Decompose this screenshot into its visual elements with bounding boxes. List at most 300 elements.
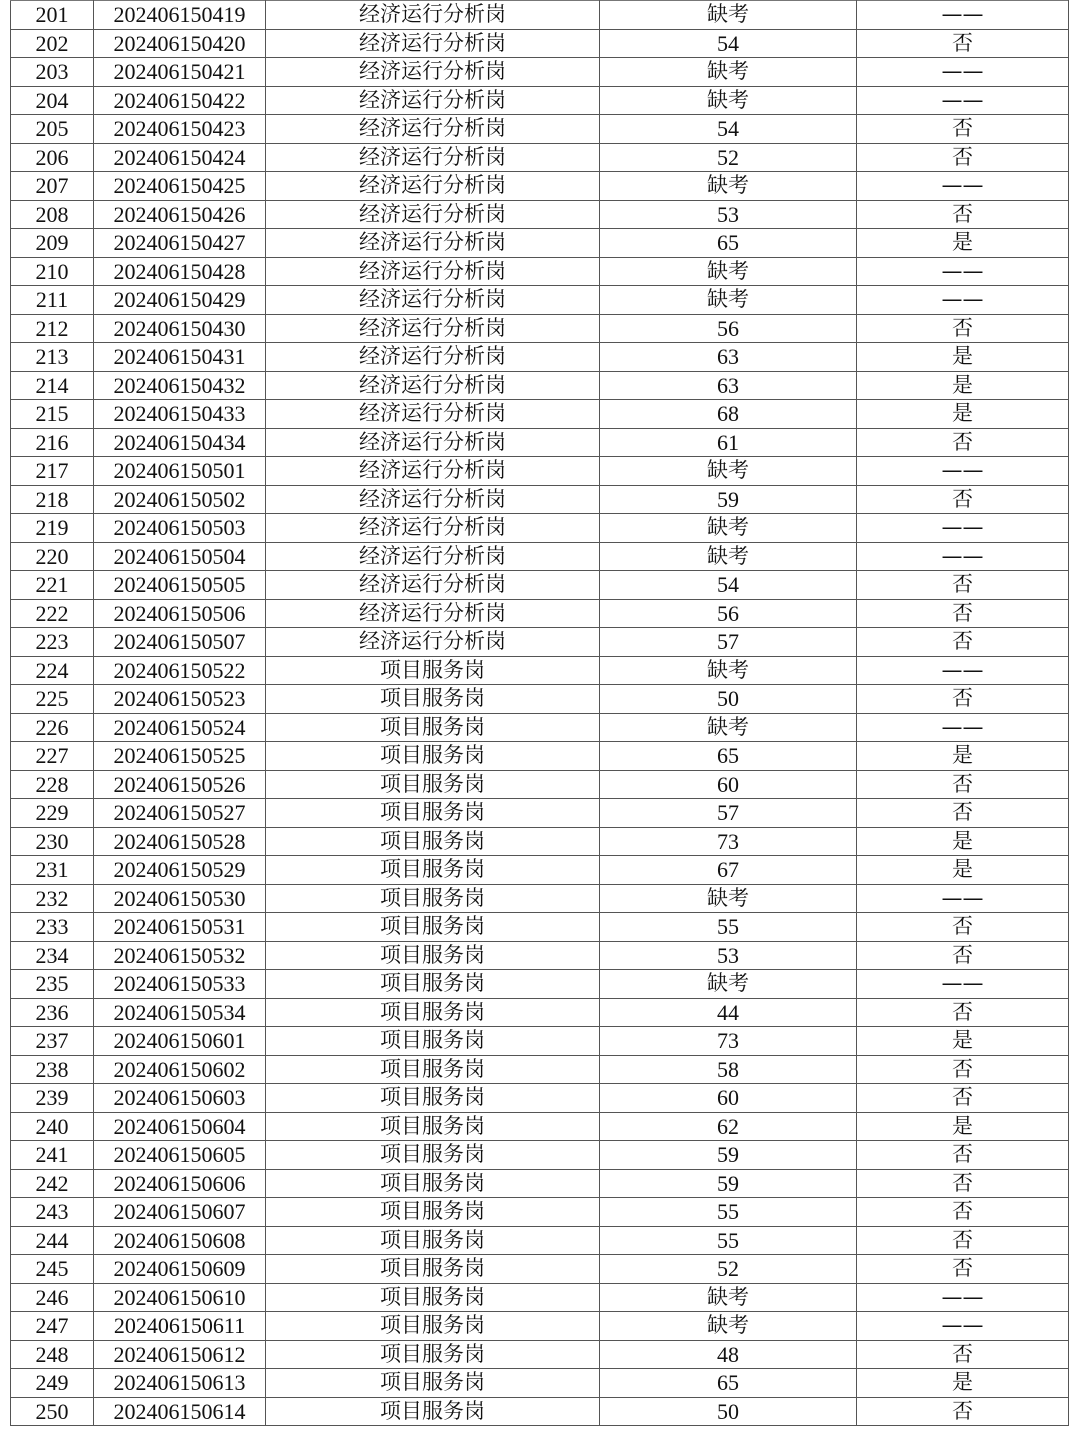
pass-flag-cell: 否 [857, 115, 1069, 144]
seq-cell: 232 [11, 884, 94, 913]
candidate-id-cell: 202406150612 [94, 1340, 266, 1369]
post-cell: 项目服务岗 [266, 884, 600, 913]
table-row [11, 970, 1069, 999]
pass-flag-cell: 是 [857, 229, 1069, 258]
pass-flag-cell: —— [857, 172, 1069, 201]
table-row [11, 86, 1069, 115]
table-row [11, 856, 1069, 885]
score-cell: 67 [600, 856, 857, 885]
score-cell: 54 [600, 29, 857, 58]
seq-cell: 206 [11, 143, 94, 172]
seq-cell: 213 [11, 343, 94, 372]
candidate-id-cell: 202406150503 [94, 514, 266, 543]
post-cell: 项目服务岗 [266, 742, 600, 771]
score-cell: 58 [600, 1055, 857, 1084]
table-row [11, 485, 1069, 514]
table-row [11, 58, 1069, 87]
seq-cell: 238 [11, 1055, 94, 1084]
pass-flag-cell: —— [857, 514, 1069, 543]
pass-flag-cell: 否 [857, 1141, 1069, 1170]
table-row [11, 172, 1069, 201]
candidate-id-cell: 202406150614 [94, 1397, 266, 1426]
post-cell: 项目服务岗 [266, 1255, 600, 1284]
candidate-id-cell: 202406150428 [94, 257, 266, 286]
seq-cell: 230 [11, 827, 94, 856]
post-cell: 经济运行分析岗 [266, 286, 600, 315]
pass-flag-cell: 是 [857, 1027, 1069, 1056]
candidate-id-cell: 202406150429 [94, 286, 266, 315]
candidate-id-cell: 202406150431 [94, 343, 266, 372]
seq-cell: 228 [11, 770, 94, 799]
candidate-id-cell: 202406150528 [94, 827, 266, 856]
candidate-id-cell: 202406150613 [94, 1369, 266, 1398]
seq-cell: 235 [11, 970, 94, 999]
score-cell: 65 [600, 742, 857, 771]
post-cell: 项目服务岗 [266, 1340, 600, 1369]
pass-flag-cell: —— [857, 884, 1069, 913]
score-cell: 缺考 [600, 58, 857, 87]
candidate-id-cell: 202406150525 [94, 742, 266, 771]
pass-flag-cell: —— [857, 656, 1069, 685]
pass-flag-cell: —— [857, 457, 1069, 486]
score-cell: 缺考 [600, 86, 857, 115]
seq-cell: 209 [11, 229, 94, 258]
seq-cell: 231 [11, 856, 94, 885]
candidate-id-cell: 202406150526 [94, 770, 266, 799]
seq-cell: 247 [11, 1312, 94, 1341]
pass-flag-cell: 否 [857, 1255, 1069, 1284]
score-cell: 60 [600, 770, 857, 799]
table-row [11, 200, 1069, 229]
table-row [11, 1141, 1069, 1170]
seq-cell: 234 [11, 941, 94, 970]
table-row [11, 29, 1069, 58]
post-cell: 经济运行分析岗 [266, 599, 600, 628]
pass-flag-cell: 否 [857, 599, 1069, 628]
post-cell: 项目服务岗 [266, 1397, 600, 1426]
candidate-id-cell: 202406150424 [94, 143, 266, 172]
candidate-id-cell: 202406150507 [94, 628, 266, 657]
candidate-id-cell: 202406150423 [94, 115, 266, 144]
candidate-id-cell: 202406150504 [94, 542, 266, 571]
table-row [11, 1055, 1069, 1084]
pass-flag-cell: 是 [857, 827, 1069, 856]
post-cell: 经济运行分析岗 [266, 229, 600, 258]
seq-cell: 216 [11, 428, 94, 457]
pass-flag-cell: —— [857, 713, 1069, 742]
pass-flag-cell: 否 [857, 571, 1069, 600]
post-cell: 经济运行分析岗 [266, 628, 600, 657]
pass-flag-cell: 是 [857, 343, 1069, 372]
seq-cell: 241 [11, 1141, 94, 1170]
table-row [11, 1084, 1069, 1113]
pass-flag-cell: 是 [857, 1112, 1069, 1141]
score-cell: 缺考 [600, 286, 857, 315]
table-row [11, 1, 1069, 30]
candidate-id-cell: 202406150421 [94, 58, 266, 87]
post-cell: 经济运行分析岗 [266, 58, 600, 87]
pass-flag-cell: 是 [857, 1369, 1069, 1398]
score-cell: 44 [600, 998, 857, 1027]
seq-cell: 226 [11, 713, 94, 742]
candidate-id-cell: 202406150606 [94, 1169, 266, 1198]
pass-flag-cell: —— [857, 257, 1069, 286]
table-row [11, 257, 1069, 286]
pass-flag-cell: —— [857, 286, 1069, 315]
pass-flag-cell: —— [857, 1, 1069, 30]
post-cell: 经济运行分析岗 [266, 314, 600, 343]
pass-flag-cell: 否 [857, 685, 1069, 714]
seq-cell: 237 [11, 1027, 94, 1056]
post-cell: 项目服务岗 [266, 656, 600, 685]
post-cell: 经济运行分析岗 [266, 86, 600, 115]
post-cell: 项目服务岗 [266, 913, 600, 942]
candidate-id-cell: 202406150602 [94, 1055, 266, 1084]
table-row [11, 656, 1069, 685]
score-cell: 52 [600, 143, 857, 172]
table-row [11, 685, 1069, 714]
table-row [11, 1169, 1069, 1198]
candidate-id-cell: 202406150534 [94, 998, 266, 1027]
seq-cell: 211 [11, 286, 94, 315]
table-row [11, 514, 1069, 543]
table-row [11, 1112, 1069, 1141]
table-row [11, 941, 1069, 970]
score-cell: 缺考 [600, 1, 857, 30]
table-row [11, 884, 1069, 913]
pass-flag-cell: 是 [857, 400, 1069, 429]
seq-cell: 215 [11, 400, 94, 429]
candidate-id-cell: 202406150425 [94, 172, 266, 201]
score-cell: 54 [600, 571, 857, 600]
seq-cell: 218 [11, 485, 94, 514]
pass-flag-cell: 是 [857, 856, 1069, 885]
post-cell: 项目服务岗 [266, 1027, 600, 1056]
post-cell: 项目服务岗 [266, 856, 600, 885]
post-cell: 项目服务岗 [266, 1141, 600, 1170]
post-cell: 项目服务岗 [266, 713, 600, 742]
pass-flag-cell: 否 [857, 799, 1069, 828]
seq-cell: 248 [11, 1340, 94, 1369]
seq-cell: 217 [11, 457, 94, 486]
score-cell: 59 [600, 1169, 857, 1198]
seq-cell: 223 [11, 628, 94, 657]
score-cell: 53 [600, 200, 857, 229]
candidate-id-cell: 202406150604 [94, 1112, 266, 1141]
seq-cell: 244 [11, 1226, 94, 1255]
table-row [11, 799, 1069, 828]
candidate-id-cell: 202406150422 [94, 86, 266, 115]
table-row [11, 713, 1069, 742]
candidate-id-cell: 202406150524 [94, 713, 266, 742]
score-cell: 50 [600, 1397, 857, 1426]
post-cell: 经济运行分析岗 [266, 172, 600, 201]
post-cell: 项目服务岗 [266, 1112, 600, 1141]
seq-cell: 229 [11, 799, 94, 828]
score-cell: 55 [600, 1226, 857, 1255]
post-cell: 经济运行分析岗 [266, 29, 600, 58]
post-cell: 经济运行分析岗 [266, 143, 600, 172]
table-row [11, 1312, 1069, 1341]
table-row [11, 742, 1069, 771]
seq-cell: 250 [11, 1397, 94, 1426]
post-cell: 项目服务岗 [266, 1369, 600, 1398]
post-cell: 项目服务岗 [266, 941, 600, 970]
table-row [11, 599, 1069, 628]
candidate-id-cell: 202406150532 [94, 941, 266, 970]
post-cell: 经济运行分析岗 [266, 371, 600, 400]
candidate-id-cell: 202406150501 [94, 457, 266, 486]
post-cell: 经济运行分析岗 [266, 428, 600, 457]
post-cell: 项目服务岗 [266, 1055, 600, 1084]
pass-flag-cell: 否 [857, 913, 1069, 942]
pass-flag-cell: 否 [857, 314, 1069, 343]
score-table-page [10, 0, 1068, 1426]
seq-cell: 203 [11, 58, 94, 87]
pass-flag-cell: 否 [857, 628, 1069, 657]
seq-cell: 212 [11, 314, 94, 343]
candidate-id-cell: 202406150506 [94, 599, 266, 628]
post-cell: 经济运行分析岗 [266, 343, 600, 372]
pass-flag-cell: 否 [857, 1340, 1069, 1369]
seq-cell: 225 [11, 685, 94, 714]
seq-cell: 239 [11, 1084, 94, 1113]
candidate-id-cell: 202406150529 [94, 856, 266, 885]
post-cell: 经济运行分析岗 [266, 542, 600, 571]
seq-cell: 233 [11, 913, 94, 942]
seq-cell: 245 [11, 1255, 94, 1284]
post-cell: 项目服务岗 [266, 1226, 600, 1255]
score-cell: 缺考 [600, 1283, 857, 1312]
pass-flag-cell: 否 [857, 941, 1069, 970]
candidate-id-cell: 202406150434 [94, 428, 266, 457]
pass-flag-cell: —— [857, 542, 1069, 571]
score-cell: 缺考 [600, 1312, 857, 1341]
table-row [11, 343, 1069, 372]
seq-cell: 204 [11, 86, 94, 115]
table-row [11, 542, 1069, 571]
post-cell: 项目服务岗 [266, 685, 600, 714]
table-row [11, 628, 1069, 657]
score-cell: 57 [600, 628, 857, 657]
score-cell: 62 [600, 1112, 857, 1141]
pass-flag-cell: 否 [857, 1397, 1069, 1426]
pass-flag-cell: 否 [857, 1198, 1069, 1227]
candidate-id-cell: 202406150533 [94, 970, 266, 999]
table-row [11, 314, 1069, 343]
table-row [11, 1027, 1069, 1056]
post-cell: 经济运行分析岗 [266, 115, 600, 144]
seq-cell: 219 [11, 514, 94, 543]
table-row [11, 1397, 1069, 1426]
pass-flag-cell: 否 [857, 1169, 1069, 1198]
post-cell: 项目服务岗 [266, 970, 600, 999]
seq-cell: 236 [11, 998, 94, 1027]
table-row [11, 1255, 1069, 1284]
post-cell: 经济运行分析岗 [266, 200, 600, 229]
pass-flag-cell: —— [857, 1312, 1069, 1341]
score-cell: 61 [600, 428, 857, 457]
score-cell: 48 [600, 1340, 857, 1369]
score-cell: 63 [600, 343, 857, 372]
table-row [11, 400, 1069, 429]
score-cell: 73 [600, 827, 857, 856]
post-cell: 经济运行分析岗 [266, 457, 600, 486]
table-row [11, 827, 1069, 856]
seq-cell: 242 [11, 1169, 94, 1198]
score-table-body [11, 1, 1069, 1426]
score-cell: 56 [600, 599, 857, 628]
pass-flag-cell: —— [857, 1283, 1069, 1312]
candidate-id-cell: 202406150609 [94, 1255, 266, 1284]
candidate-id-cell: 202406150523 [94, 685, 266, 714]
post-cell: 项目服务岗 [266, 1198, 600, 1227]
seq-cell: 205 [11, 115, 94, 144]
table-row [11, 143, 1069, 172]
score-cell: 55 [600, 1198, 857, 1227]
seq-cell: 246 [11, 1283, 94, 1312]
score-cell: 57 [600, 799, 857, 828]
candidate-id-cell: 202406150426 [94, 200, 266, 229]
candidate-id-cell: 202406150432 [94, 371, 266, 400]
post-cell: 经济运行分析岗 [266, 1, 600, 30]
score-cell: 59 [600, 485, 857, 514]
seq-cell: 220 [11, 542, 94, 571]
score-cell: 65 [600, 1369, 857, 1398]
pass-flag-cell: 是 [857, 742, 1069, 771]
post-cell: 经济运行分析岗 [266, 571, 600, 600]
seq-cell: 240 [11, 1112, 94, 1141]
pass-flag-cell: 否 [857, 770, 1069, 799]
score-cell: 73 [600, 1027, 857, 1056]
score-cell: 缺考 [600, 656, 857, 685]
score-cell: 缺考 [600, 257, 857, 286]
score-table [10, 0, 1069, 1426]
seq-cell: 210 [11, 257, 94, 286]
score-cell: 缺考 [600, 457, 857, 486]
score-cell: 缺考 [600, 713, 857, 742]
score-cell: 63 [600, 371, 857, 400]
candidate-id-cell: 202406150607 [94, 1198, 266, 1227]
score-cell: 缺考 [600, 970, 857, 999]
score-cell: 缺考 [600, 542, 857, 571]
candidate-id-cell: 202406150505 [94, 571, 266, 600]
table-row [11, 1340, 1069, 1369]
score-cell: 59 [600, 1141, 857, 1170]
post-cell: 项目服务岗 [266, 770, 600, 799]
score-cell: 65 [600, 229, 857, 258]
table-row [11, 286, 1069, 315]
candidate-id-cell: 202406150427 [94, 229, 266, 258]
candidate-id-cell: 202406150605 [94, 1141, 266, 1170]
table-row [11, 913, 1069, 942]
seq-cell: 222 [11, 599, 94, 628]
score-cell: 缺考 [600, 172, 857, 201]
candidate-id-cell: 202406150530 [94, 884, 266, 913]
pass-flag-cell: 否 [857, 143, 1069, 172]
score-cell: 缺考 [600, 884, 857, 913]
pass-flag-cell: 否 [857, 428, 1069, 457]
score-cell: 68 [600, 400, 857, 429]
seq-cell: 221 [11, 571, 94, 600]
post-cell: 项目服务岗 [266, 799, 600, 828]
candidate-id-cell: 202406150419 [94, 1, 266, 30]
table-row [11, 571, 1069, 600]
seq-cell: 249 [11, 1369, 94, 1398]
table-row [11, 229, 1069, 258]
candidate-id-cell: 202406150420 [94, 29, 266, 58]
seq-cell: 207 [11, 172, 94, 201]
table-row [11, 1369, 1069, 1398]
table-row [11, 457, 1069, 486]
post-cell: 项目服务岗 [266, 1169, 600, 1198]
candidate-id-cell: 202406150610 [94, 1283, 266, 1312]
table-row [11, 998, 1069, 1027]
pass-flag-cell: —— [857, 58, 1069, 87]
post-cell: 经济运行分析岗 [266, 514, 600, 543]
pass-flag-cell: 否 [857, 998, 1069, 1027]
candidate-id-cell: 202406150611 [94, 1312, 266, 1341]
score-cell: 52 [600, 1255, 857, 1284]
table-row [11, 770, 1069, 799]
seq-cell: 202 [11, 29, 94, 58]
post-cell: 项目服务岗 [266, 827, 600, 856]
score-cell: 56 [600, 314, 857, 343]
candidate-id-cell: 202406150522 [94, 656, 266, 685]
table-row [11, 1283, 1069, 1312]
table-row [11, 428, 1069, 457]
pass-flag-cell: 否 [857, 1226, 1069, 1255]
score-cell: 50 [600, 685, 857, 714]
candidate-id-cell: 202406150527 [94, 799, 266, 828]
candidate-id-cell: 202406150603 [94, 1084, 266, 1113]
post-cell: 经济运行分析岗 [266, 400, 600, 429]
score-cell: 54 [600, 115, 857, 144]
post-cell: 项目服务岗 [266, 1084, 600, 1113]
candidate-id-cell: 202406150430 [94, 314, 266, 343]
pass-flag-cell: —— [857, 86, 1069, 115]
candidate-id-cell: 202406150502 [94, 485, 266, 514]
candidate-id-cell: 202406150608 [94, 1226, 266, 1255]
seq-cell: 243 [11, 1198, 94, 1227]
score-cell: 53 [600, 941, 857, 970]
table-row [11, 115, 1069, 144]
seq-cell: 214 [11, 371, 94, 400]
score-cell: 60 [600, 1084, 857, 1113]
seq-cell: 208 [11, 200, 94, 229]
post-cell: 经济运行分析岗 [266, 257, 600, 286]
score-cell: 55 [600, 913, 857, 942]
table-row [11, 1198, 1069, 1227]
score-cell: 缺考 [600, 514, 857, 543]
pass-flag-cell: 否 [857, 1055, 1069, 1084]
seq-cell: 201 [11, 1, 94, 30]
pass-flag-cell: 是 [857, 371, 1069, 400]
candidate-id-cell: 202406150531 [94, 913, 266, 942]
candidate-id-cell: 202406150601 [94, 1027, 266, 1056]
post-cell: 项目服务岗 [266, 1283, 600, 1312]
pass-flag-cell: 否 [857, 200, 1069, 229]
post-cell: 项目服务岗 [266, 998, 600, 1027]
seq-cell: 224 [11, 656, 94, 685]
candidate-id-cell: 202406150433 [94, 400, 266, 429]
pass-flag-cell: —— [857, 970, 1069, 999]
seq-cell: 227 [11, 742, 94, 771]
table-row [11, 371, 1069, 400]
post-cell: 项目服务岗 [266, 1312, 600, 1341]
table-row [11, 1226, 1069, 1255]
pass-flag-cell: 否 [857, 1084, 1069, 1113]
